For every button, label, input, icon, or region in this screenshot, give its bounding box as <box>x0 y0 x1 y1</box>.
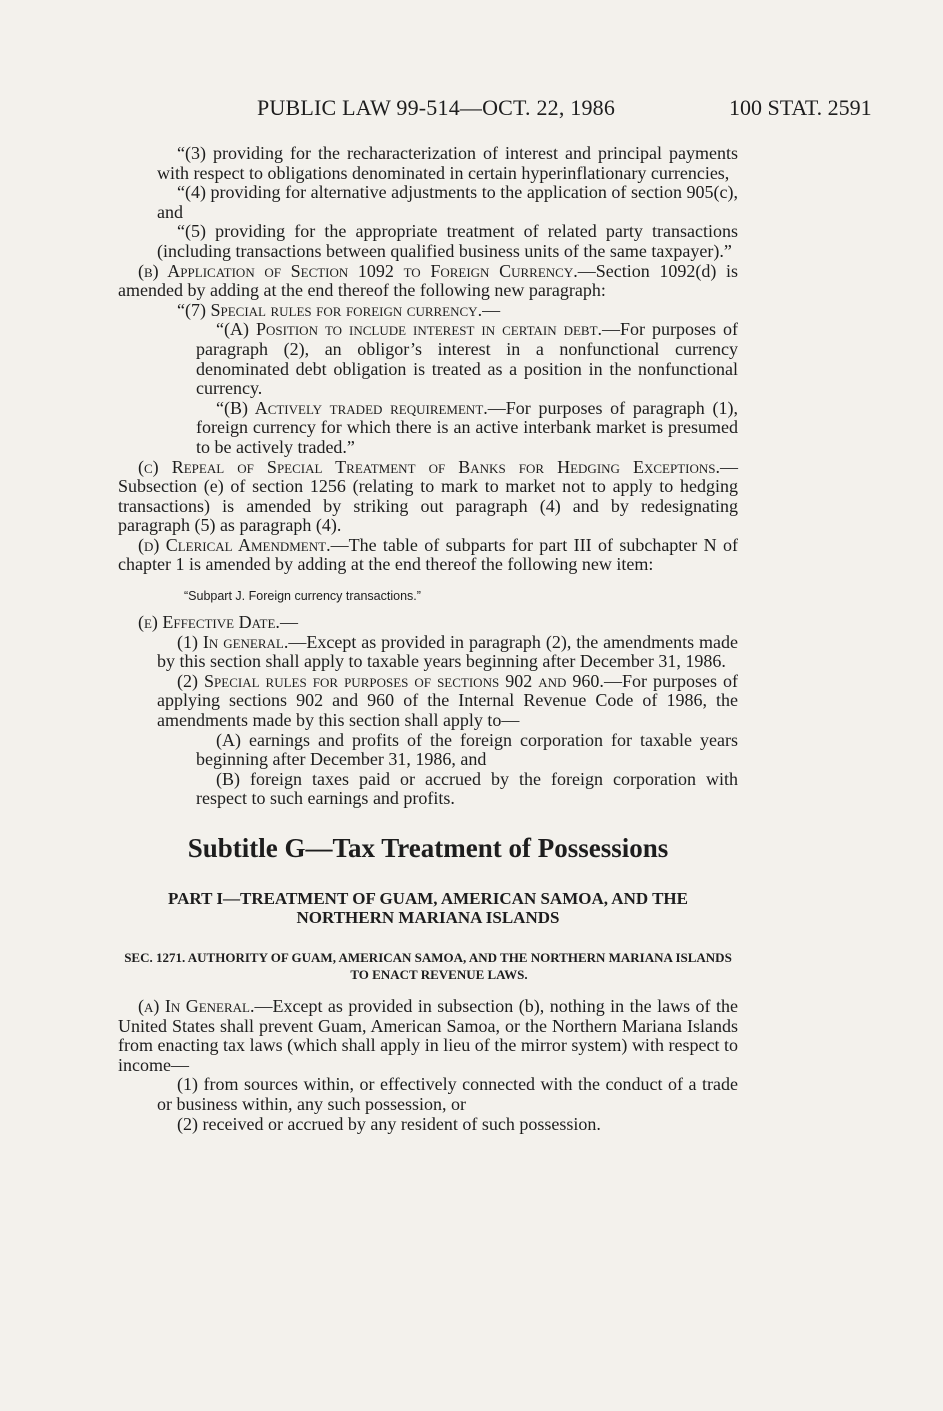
subparagraph-eB: (B) foreign taxes paid or accrued by the foreign corporation with respect to such earnings and profits. <box>196 768 738 809</box>
paragraph-e2 <box>118 672 738 731</box>
paragraph-e1-text: —Except as provided in paragraph (2), the amendments made by this section shall apply to taxable years beginning after December 31, 1986. <box>157 631 739 672</box>
paragraph-e1-heading: (1) In general. <box>177 631 289 652</box>
subsection-a <box>118 997 738 1075</box>
subparagraph-eA: (A) earnings and profits of the foreign corporation for taxable years beginning after December 31, 1986, and <box>196 729 738 770</box>
subsection-c-text: —Subsection (e) of section 1256 (relating to mark to market not to apply to hedging transactions) is amended by striking out paragraph (4) and by redesignating paragraph (5) as paragraph (4). <box>118 456 738 536</box>
paragraph-b7-dash: — <box>482 299 501 320</box>
subsection-d-text: —The table of subparts for part III of subchapter N of chapter 1 is amended by adding at the end thereof the following new item: <box>118 534 738 575</box>
subsection-d <box>118 536 738 575</box>
section-heading: SEC. 1271. AUTHORITY OF GUAM, AMERICAN SAMOA, AND THE NORTHERN MARIANA ISLANDS TO ENACT REVENUE LAWS. <box>124 950 732 982</box>
subparagraph-bB <box>118 399 738 458</box>
table-of-subparts-item: “Subpart J. Foreign currency transactions.” <box>184 589 421 604</box>
subparagraph-bB-heading: “(B) Actively traded requirement. <box>216 397 488 418</box>
paragraph-b7 <box>118 301 738 321</box>
subsection-a-text: —Except as provided in subsection (b), nothing in the laws of the United States shall prevent Guam, American Samoa, or the Northern Mariana Islands from enacting tax laws (which shall apply in lieu of the mirror system) with respect to income— <box>118 996 739 1075</box>
subparagraph-bA-heading: “(A) Position to include interest in certain debt. <box>216 319 603 340</box>
subsection-b-text: —Section 1092(d) is amended by adding at the end thereof the following new paragraph: <box>118 260 738 301</box>
subsection-e <box>118 613 738 633</box>
paragraph-e1 <box>118 633 738 672</box>
paragraph-4: “(4) providing for alternative adjustments to the application of section 905(c), and <box>157 182 738 222</box>
subsection-e-dash: — <box>279 612 298 633</box>
document-body <box>118 144 738 1134</box>
paragraph-b7-heading: “(7) Special rules for foreign currency. <box>177 299 483 320</box>
subsection-c-heading: (c) Repeal of Special Treatment of Banks for Hedging Exceptions. <box>138 456 720 477</box>
subsection-b-heading: (b) Application of Section 1092 to Foreign Currency. <box>138 260 578 281</box>
subsection-a-heading: (a) In General. <box>138 996 255 1016</box>
paragraph-e2-text: —For purposes of applying sections 902 and 960 of the Internal Revenue Code of 1986, the amendments made by this section shall apply to— <box>157 670 738 731</box>
part-heading: PART I—TREATMENT OF GUAM, AMERICAN SAMOA, AND THE NORTHERN MARIANA ISLANDS <box>168 889 688 927</box>
running-header-title: PUBLIC LAW 99-514—OCT. 22, 1986 <box>257 95 616 120</box>
subsection-e-heading: (e) Effective Date. <box>138 612 280 633</box>
paragraph-a2: (2) received or accrued by any resident of such possession. <box>177 1113 601 1134</box>
subparagraph-bA <box>118 320 738 398</box>
subtitle-heading: Subtitle G—Tax Treatment of Possessions <box>187 833 669 863</box>
paragraph-a1: (1) from sources within, or effectively connected with the conduct of a trade or business within, any such possession, or <box>157 1074 738 1114</box>
paragraph-e2-heading: (2) Special rules for purposes of sections 902 and 960. <box>177 670 604 691</box>
subsection-c <box>118 458 738 536</box>
subsection-d-heading: (d) Clerical Amendment. <box>138 534 331 555</box>
paragraph-3: “(3) providing for the recharacterization of interest and principal payments with respect to obligations denominated in certain hyperinflationary currencies, <box>157 143 738 183</box>
statute-page-number: 100 STAT. 2591 <box>729 95 872 120</box>
subparagraph-bA-text: —For purposes of paragraph (2), an obligor’s interest in a nonfunctional currency denominated debt obligation is treated as a position in the nonfunctional currency. <box>196 319 739 399</box>
subparagraph-bB-text: —For purposes of paragraph (1), foreign currency for which there is an active interbank market is presumed to be actively traded.” <box>196 397 738 457</box>
subsection-b <box>118 262 738 301</box>
paragraph-5: “(5) providing for the appropriate treatment of related party transactions (including transactions between qualified business units of the same taxpayer).” <box>157 221 738 261</box>
